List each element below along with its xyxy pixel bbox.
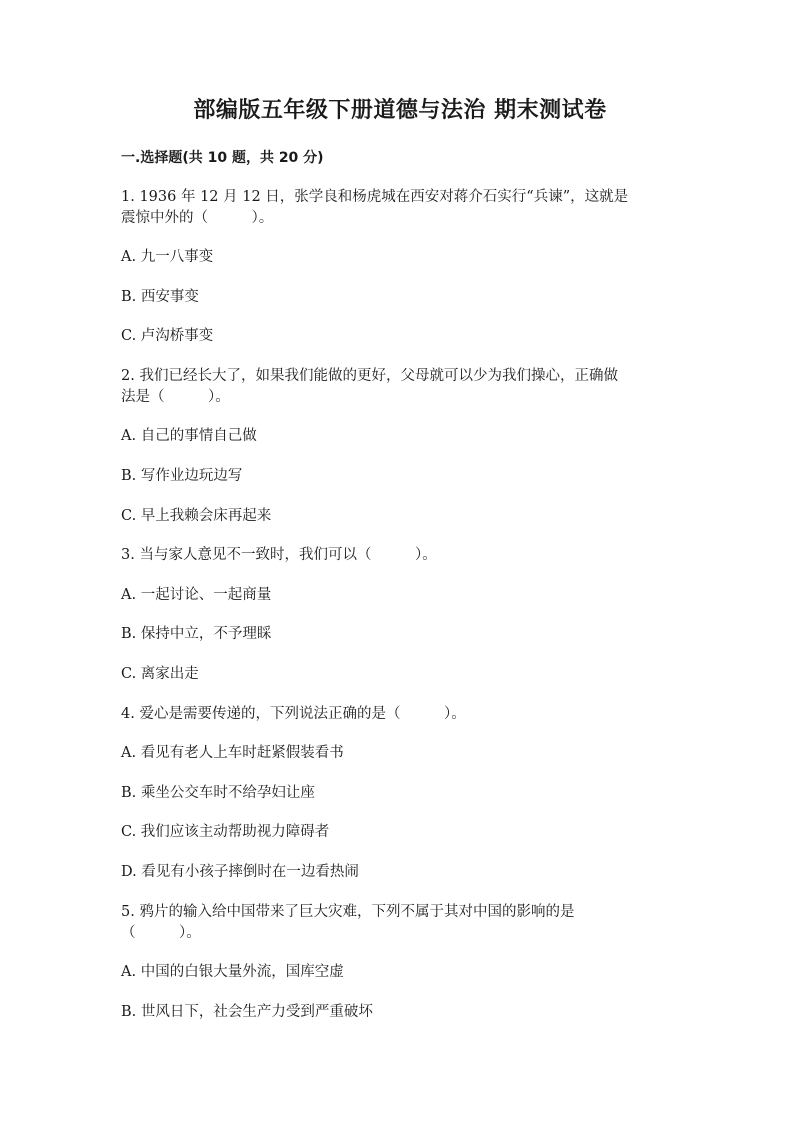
question-2-option-a: A. 自己的事情自己做 (121, 428, 257, 444)
question-3-option-b: B. 保持中立，不予理睬 (121, 626, 272, 642)
question-1-option-b: B. 西安事变 (121, 289, 199, 305)
question-4-stem: 4. 爱心是需要传递的，下列说法正确的是（ ）。 (121, 706, 466, 722)
question-4-option-b: B. 乘坐公交车时不给孕妇让座 (121, 785, 315, 801)
question-4-option-c: C. 我们应该主动帮助视力障碍者 (121, 824, 330, 840)
question-3-option-a: A. 一起讨论、一起商量 (121, 587, 272, 603)
question-3-stem: 3. 当与家人意见不一致时，我们可以（ ）。 (121, 547, 437, 563)
question-4-option-a: A. 看见有老人上车时赶紧假装看书 (121, 745, 344, 761)
question-5-option-a: A. 中国的白银大量外流，国库空虚 (121, 964, 344, 980)
question-1-option-a: A. 九一八事变 (121, 249, 214, 265)
section-heading: 一.选择题(共 10 题，共 20 分) (121, 150, 324, 166)
question-1-stem-line-1: 1. 1936 年 12 月 12 日，张学良和杨虎城在西安对蒋介石实行“兵谏”，这就是 (121, 189, 629, 205)
question-5-stem-line-1: 5. 鸦片的输入给中国带来了巨大灾难，下列不属于其对中国的影响的是 (121, 904, 575, 920)
question-1-stem-line-2: 震惊中外的（ ）。 (121, 210, 274, 226)
page-title: 部编版五年级下册道德与法治 期末测试卷 (193, 98, 607, 123)
question-4-option-d: D. 看见有小孩子摔倒时在一边看热闹 (121, 864, 359, 880)
question-5-stem-line-2: （ ）。 (121, 925, 201, 941)
question-3-option-c: C. 离家出走 (121, 666, 199, 682)
question-2-stem-line-2: 法是（ ）。 (121, 389, 230, 405)
question-2-option-c: C. 早上我赖会床再起来 (121, 508, 272, 524)
question-1-option-c: C. 卢沟桥事变 (121, 328, 214, 344)
question-5-option-b: B. 世风日下，社会生产力受到严重破坏 (121, 1004, 373, 1020)
question-2-stem-line-1: 2. 我们已经长大了，如果我们能做的更好，父母就可以少为我们操心，正确做 (121, 368, 618, 384)
question-2-option-b: B. 写作业边玩边写 (121, 468, 243, 484)
